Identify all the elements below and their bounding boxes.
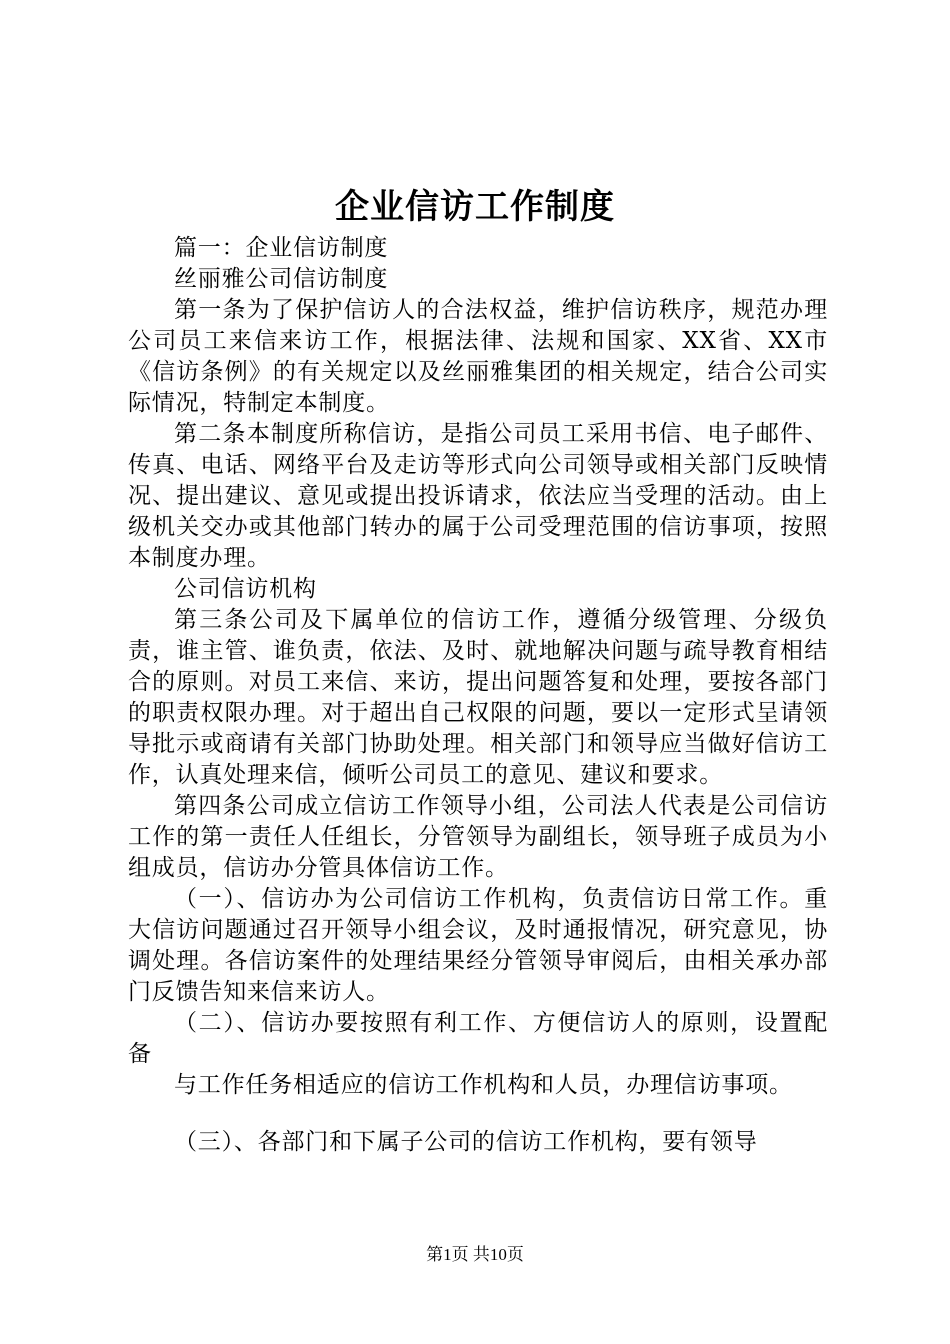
page-footer: 第1页 共10页 <box>426 1245 524 1264</box>
paragraph-article-2: 第二条本制度所称信访，是指公司员工采用书信、电子邮件、传真、电话、网络平台及走访等形式向公司领导或相关部门反映情况、提出建议、意见或提出投诉请求，依法应当受理的活动。由上级机关交办或其他部门转办的属于公司受理范围的信访事项，按照本制度办理。 <box>128 421 828 571</box>
section-heading: 篇一：企业信访制度 <box>174 235 389 261</box>
document-body <box>128 233 828 1158</box>
subheading: 丝丽雅公司信访制度 <box>174 266 389 292</box>
paragraph-item-2-continued: 与工作任务相适应的信访工作机构和人员，办理信访事项。 <box>174 1072 793 1098</box>
paragraph-item-2: （二）、信访办要按照有利工作、方便信访人的原则，设置配备 <box>128 1010 828 1067</box>
paragraph-article-1: 第一条为了保护信访人的合法权益，维护信访秩序，规范办理公司员工来信来访工作，根据法律、法规和国家、XX省、XX市《信访条例》的有关规定以及丝丽雅集团的相关规定，结合公司实际情况，特制定本制度。 <box>128 297 828 416</box>
paragraph-item-1: （一）、信访办为公司信访工作机构，负责信访日常工作。重大信访问题通过召开领导小组会议，及时通报情况，研究意见，协调处理。各信访案件的处理结果经分管领导审阅后，由相关承办部门反馈告知来信来访人。 <box>128 886 828 1005</box>
paragraph-article-4: 第四条公司成立信访工作领导小组，公司法人代表是公司信访工作的第一责任人任组长，分管领导为副组长，领导班子成员为小组成员，信访办分管具体信访工作。 <box>128 793 828 881</box>
subheading-organization: 公司信访机构 <box>174 576 317 602</box>
paragraph-article-3: 第三条公司及下属单位的信访工作，遵循分级管理、分级负责，谁主管、谁负责，依法、及时、就地解决问题与疏导教育相结合的原则。对员工来信、来访，提出问题答复和处理，要按各部门的职责权限办理。对于超出自己权限的问题，要以一定形式呈请领导批示或商请有关部门协助处理。相关部门和领导应当做好信访工作，认真处理来信，倾听公司员工的意见、建议和要求。 <box>128 607 828 788</box>
document-title: 企业信访工作制度 <box>335 187 615 227</box>
paragraph-item-3: （三）、各部门和下属子公司的信访工作机构，要有领导 <box>174 1129 758 1155</box>
